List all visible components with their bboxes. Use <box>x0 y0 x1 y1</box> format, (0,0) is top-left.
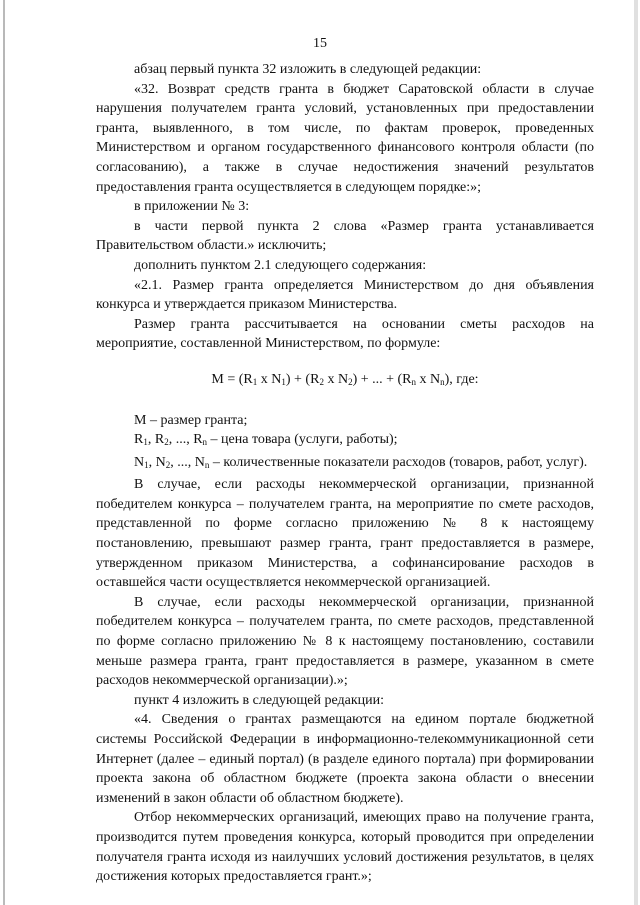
paragraph-3: в приложении № 3: <box>134 199 250 215</box>
var-n-desc: – количественные показатели расходов (товаров, работ, услуг). <box>212 454 588 470</box>
formula-sub: 1 <box>252 376 258 387</box>
paragraph-13: пункт 4 изложить в следующей редакции: <box>134 692 384 708</box>
formula-part: x N <box>323 371 349 387</box>
var-sub: n <box>202 437 208 448</box>
formula-part: ) + ... + (R <box>352 371 412 387</box>
formula-sub: 2 <box>319 376 324 387</box>
var-sep: , <box>148 454 156 470</box>
var-n: N <box>155 454 166 470</box>
var-dots: ..., <box>177 454 195 470</box>
paragraph-14: «4. Сведения о грантах размещаются на едином портале бюджетной системы Российской Федерации в информационно-телекоммуникационной сети Интернет (далее – единый портал) (в разделе единого портала) при формировании проекта закона об областном бюджете (проекта закона области о внесении изменений в закон области об областном бюджете). <box>96 712 594 806</box>
paragraph-4: в части первой пункта 2 слова «Размер гранта устанавливается Правительством области.» исключить; <box>96 218 594 254</box>
formula-part: ) + (R <box>285 371 320 387</box>
formula-sub: n <box>411 376 417 387</box>
var-sub: 2 <box>165 459 171 470</box>
paragraph-7: Размер гранта рассчитывается на основании сметы расходов на мероприятие, составленной Министерством, по формуле: <box>96 316 594 352</box>
paragraph-9 <box>96 430 594 453</box>
var-sub: 2 <box>164 437 169 448</box>
paragraph-2: «32. Возврат средств гранта в бюджет Саратовской области в случае нарушения получателем гранта условий, установленных при предоставлении гранта, выявленного, в том числе, по фактам проверок, проведенных Министерством и органом государственного финансового контроля области (по согласованию), а также в случае недостижения значений результатов предоставления гранта осуществляется в следующем порядке:»; <box>96 81 594 195</box>
var-n: N <box>134 454 145 470</box>
grant-formula <box>96 370 594 393</box>
var-r: R <box>154 432 165 448</box>
var-r: R <box>193 432 203 448</box>
scan-edge-right <box>634 0 638 905</box>
paragraph-11: В случае, если расходы некоммерческой организации, признанной победителем конкурса – получателем гранта, на мероприятие по смете расходов, представленной по форме согласно приложению № 8 к настоящему постановлению, превышают размер гранта, грант предоставляется в размере, утвержденном приказом Министерства, а софинансирование расходов в оставшейся части осуществляется некоммерческой организацией. <box>96 477 594 591</box>
paragraph-10 <box>96 453 594 476</box>
formula-part: ), где: <box>444 371 479 387</box>
var-sub: 1 <box>143 437 148 448</box>
var-r: R <box>134 432 144 448</box>
formula-sub: 2 <box>348 376 353 387</box>
var-sep: , <box>147 432 155 448</box>
paragraph-8: М – размер гранта; <box>134 412 248 428</box>
formula-part: x N <box>257 371 282 387</box>
paragraph-12: В случае, если расходы некоммерческой организации, признанной победителем конкурса – получателем гранта, по смете расходов, представленной по форме согласно приложению № 8 к настоящему постановлению, составили меньше размера гранта, грант предоставляется в размере, указанном в смете расходов некоммерческой организации).»; <box>96 594 594 689</box>
var-sep: , <box>170 454 178 470</box>
formula-sub: 1 <box>281 376 286 387</box>
var-sub: 1 <box>144 459 149 470</box>
page-number: 15 <box>313 36 327 51</box>
var-r-desc: – цена товара (услуги, работы); <box>210 432 398 448</box>
document-body <box>96 60 594 887</box>
var-dots: ..., <box>175 432 194 448</box>
formula-part: x N <box>416 371 441 387</box>
var-sep: , <box>168 432 176 448</box>
var-sub: n <box>204 459 210 470</box>
var-n: N <box>194 454 205 470</box>
scan-edge-left <box>3 0 5 905</box>
paragraph-5: дополнить пунктом 2.1 следующего содержания: <box>134 257 427 273</box>
formula-part: M = (R <box>211 371 253 387</box>
paragraph-6: «2.1. Размер гранта определяется Министерством до дня объявления конкурса и утверждается приказом Министерства. <box>96 277 594 313</box>
formula-sub: n <box>440 376 445 387</box>
paragraph-1: абзац первый пункта 32 изложить в следующей редакции: <box>134 62 482 77</box>
paragraph-15: Отбор некоммерческих организаций, имеющих право на получение гранта, производится путем проведения конкурса, который проводится при определении получателя гранта исходя из наилучших условий достижения результатов, в целях достижения которых предоставляется грант.»; <box>96 810 594 885</box>
